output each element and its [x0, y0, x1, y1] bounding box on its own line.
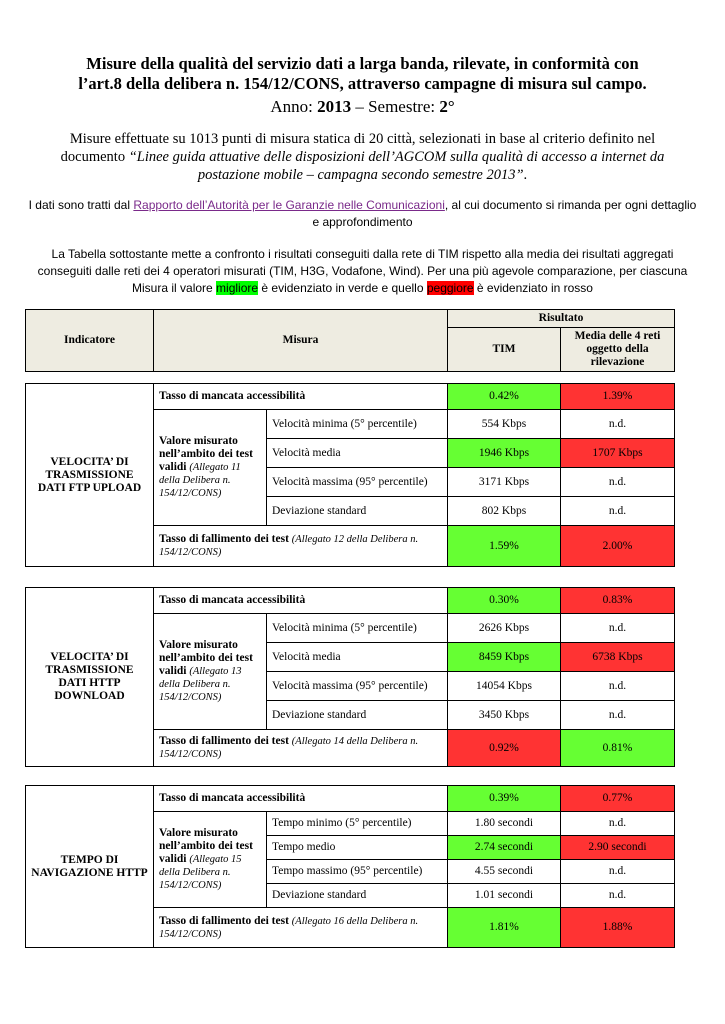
source-suffix: , al cui documento si rimanda per ogni dettaglio e approfondimento [312, 198, 697, 229]
valid-tests-group [154, 812, 267, 908]
measure-label: Deviazione standard [267, 884, 448, 908]
failure-label: Tasso di fallimento dei test [159, 735, 289, 747]
section-ftp-upload [25, 383, 675, 567]
avg-value: 1707 Kbps [561, 439, 675, 468]
avg-value: n.d. [561, 410, 675, 439]
failure-ref: (Allegato 12 della Delibera n. 154/12/CONS) [159, 534, 419, 558]
comparison-text-3: è evidenziato in rosso [473, 281, 593, 295]
measure-label: Velocità minima (5° percentile) [267, 410, 448, 439]
measure-label: Velocità massima (95° percentile) [267, 468, 448, 497]
agcom-report-link[interactable]: Rapporto dell’Autorità per le Garanzie nelle Comunicazioni [133, 198, 445, 212]
failure-tim-value: 1.59% [448, 526, 561, 567]
access-tim-value: 0.42% [448, 384, 561, 410]
tim-value: 554 Kbps [448, 410, 561, 439]
header-media: Media delle 4 reti oggetto della rilevazione [561, 328, 675, 372]
avg-value: n.d. [561, 672, 675, 701]
measure-label: Tempo minimo (5° percentile) [267, 812, 448, 836]
failure-ref: (Allegato 14 della Delibera n. 154/12/CONS) [159, 736, 419, 760]
header-tim: TIM [448, 328, 561, 372]
tim-value: 1946 Kbps [448, 439, 561, 468]
measure-label: Velocità media [267, 439, 448, 468]
access-label: Tasso di mancata accessibilità [154, 588, 448, 614]
avg-value: n.d. [561, 860, 675, 884]
semestre-label: – Semestre: [351, 97, 440, 116]
access-label: Tasso di mancata accessibilità [154, 384, 448, 410]
results-header-table [25, 309, 675, 372]
title-line-1: Misure della qualità del servizio dati a larga banda, rilevate, in conformità con [86, 54, 639, 73]
measure-label: Velocità media [267, 643, 448, 672]
avg-value: 2.90 secondi [561, 836, 675, 860]
access-avg-value: 0.77% [561, 786, 675, 812]
section-http-browsing-time [25, 785, 675, 948]
tim-value: 14054 Kbps [448, 672, 561, 701]
indicator-cell: VELOCITA’ DI TRASMISSIONE DATI FTP UPLOAD [26, 384, 154, 567]
valid-tests-group [154, 614, 267, 730]
avg-value: n.d. [561, 468, 675, 497]
header-indicatore: Indicatore [26, 310, 154, 372]
avg-value: n.d. [561, 497, 675, 526]
measure-label: Deviazione standard [267, 497, 448, 526]
measure-label: Velocità massima (95° percentile) [267, 672, 448, 701]
measure-label: Velocità minima (5° percentile) [267, 614, 448, 643]
tim-value: 2.74 secondi [448, 836, 561, 860]
failure-rate-label [154, 526, 448, 567]
group-ref: (Allegato 15 della Delibera n. 154/12/CONS) [159, 854, 242, 891]
access-label: Tasso di mancata accessibilità [154, 786, 448, 812]
valid-tests-group [154, 410, 267, 526]
access-tim-value: 0.30% [448, 588, 561, 614]
tim-value: 802 Kbps [448, 497, 561, 526]
tim-value: 3450 Kbps [448, 701, 561, 730]
source-prefix: I dati sono tratti dal [28, 198, 134, 212]
intro-line-3-suffix: . [523, 167, 528, 183]
access-tim-value: 0.39% [448, 786, 561, 812]
intro-line-1: Misure effettuate su 1013 punti di misura statica di 20 città, selezionati in base al criterio definito nel [69, 131, 656, 147]
avg-value: 6738 Kbps [561, 643, 675, 672]
tim-value: 2626 Kbps [448, 614, 561, 643]
intro-line-2-italic: “Linee guida attuative delle disposizioni dell’AGCOM sulla qualità di accesso a internet da [128, 149, 665, 165]
group-label: Valore misurato nell’ambito dei test validi [159, 639, 253, 677]
source-note [28, 197, 697, 231]
measure-label: Tempo medio [267, 836, 448, 860]
period-line [40, 96, 685, 118]
group-ref: (Allegato 11 della Delibera n. 154/12/CONS) [159, 462, 241, 499]
measurement-intro [40, 130, 685, 184]
header-risultato: Risultato [448, 310, 675, 328]
semestre-value: 2° [439, 97, 455, 116]
group-label: Valore misurato nell’ambito dei test validi [159, 827, 253, 865]
intro-line-2-prefix: documento [60, 149, 129, 165]
tim-value: 1.80 secondi [448, 812, 561, 836]
failure-ref: (Allegato 16 della Delibera n. 154/12/CONS) [159, 915, 419, 940]
section-http-download [25, 587, 675, 767]
tim-value: 1.01 secondi [448, 884, 561, 908]
header-misura: Misura [154, 310, 448, 372]
indicator-cell: TEMPO DI NAVIGAZIONE HTTP [26, 786, 154, 948]
failure-label: Tasso di fallimento dei test [159, 533, 289, 545]
failure-avg-value: 1.88% [561, 908, 675, 948]
intro-line-3 [40, 166, 685, 184]
failure-rate-label [154, 730, 448, 767]
worst-highlight: peggiore [426, 281, 474, 295]
failure-label: Tasso di fallimento dei test [159, 914, 289, 927]
tim-value: 3171 Kbps [448, 468, 561, 497]
title-line-2: l’art.8 della delibera n. 154/12/CONS, attraverso campagne di misura sul campo. [78, 74, 647, 93]
intro-line-2 [40, 148, 685, 166]
avg-value: n.d. [561, 812, 675, 836]
tim-value: 8459 Kbps [448, 643, 561, 672]
avg-value: n.d. [561, 884, 675, 908]
group-label: Valore misurato nell’ambito dei test validi [159, 435, 253, 473]
failure-rate-label [154, 908, 448, 948]
comparison-note [28, 246, 697, 297]
anno-value: 2013 [317, 97, 352, 116]
avg-value: n.d. [561, 701, 675, 730]
measure-label: Tempo massimo (95° percentile) [267, 860, 448, 884]
failure-tim-value: 0.92% [448, 730, 561, 767]
avg-value: n.d. [561, 614, 675, 643]
measure-label: Deviazione standard [267, 701, 448, 730]
failure-tim-value: 1.81% [448, 908, 561, 948]
best-highlight: migliore [216, 281, 259, 295]
tim-value: 4.55 secondi [448, 860, 561, 884]
access-avg-value: 1.39% [561, 384, 675, 410]
page-title [40, 54, 685, 94]
group-ref: (Allegato 13 della Delibera n. 154/12/CONS) [159, 666, 242, 703]
indicator-cell: VELOCITA’ DI TRASMISSIONE DATI HTTP DOWNLOAD [26, 588, 154, 767]
intro-line-3-italic: postazione mobile – campagna secondo semestre 2013” [197, 167, 524, 183]
failure-avg-value: 0.81% [561, 730, 675, 767]
failure-avg-value: 2.00% [561, 526, 675, 567]
access-avg-value: 0.83% [561, 588, 675, 614]
comparison-text-2: è evidenziato in verde e quello [258, 281, 427, 295]
anno-label: Anno: [270, 97, 318, 116]
comparison-text-1: La Tabella sottostante mette a confronto i risultati conseguiti dalla rete di TIM rispetto alla media dei risultati aggregati conseguiti dalle reti dei 4 operatori misurati (TIM, H3G, Vodafone, Wind). Per una più agevole comparazione, per ciascuna Misura il valore [37, 247, 688, 295]
